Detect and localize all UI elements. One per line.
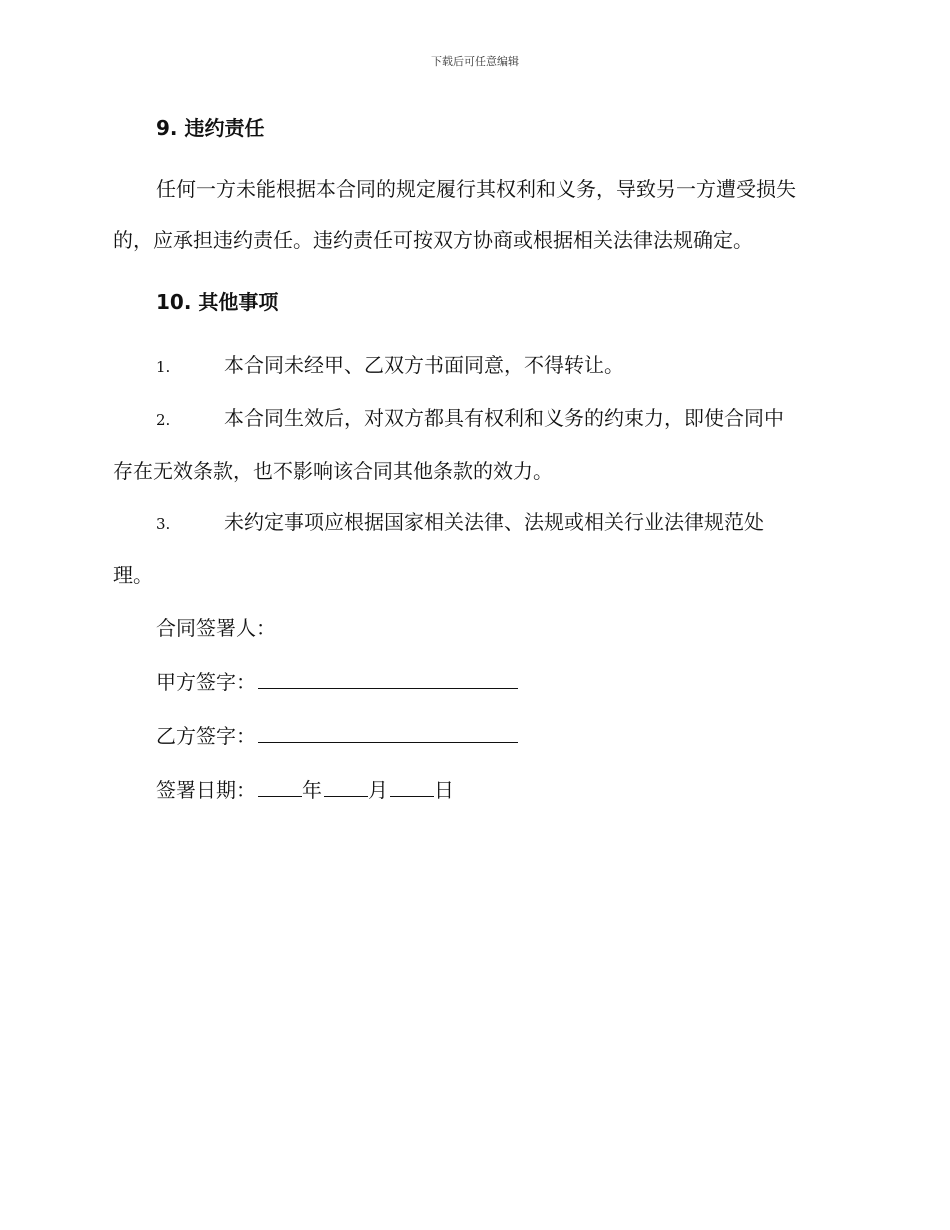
- month-label: 月: [368, 778, 388, 802]
- list-item: [113, 393, 833, 497]
- list-item-text: 未约定事项应根据国家相关法律、法规或相关行业法律规范处: [224, 510, 764, 534]
- date-label: 签署日期：: [156, 778, 256, 802]
- signing-date-line: [113, 763, 833, 817]
- list-item-number: 3.: [156, 515, 171, 533]
- list-item-continuation: 存在无效条款，也不影响该合同其他条款的效力。: [113, 459, 553, 483]
- party-b-label: 乙方签字：: [156, 724, 256, 748]
- list-item-text: 本合同生效后，对双方都具有权利和义务的约束力，即使合同中: [224, 406, 784, 430]
- document-content: [113, 112, 833, 817]
- list-item-number: 1.: [156, 358, 171, 376]
- year-label: 年: [302, 778, 322, 802]
- year-blank[interactable]: [258, 778, 302, 797]
- day-label: 日: [434, 778, 454, 802]
- month-blank[interactable]: [324, 778, 368, 797]
- list-item: [113, 497, 833, 601]
- section-10-heading: 10. 其他事项: [156, 290, 279, 314]
- signers-label: [113, 601, 833, 655]
- day-blank[interactable]: [390, 778, 434, 797]
- list-item-number: 2.: [156, 411, 171, 429]
- list-item-text: 本合同未经甲、乙双方书面同意，不得转让。: [224, 353, 624, 377]
- party-b-signature-blank[interactable]: [258, 724, 518, 743]
- party-b-signature-line: [113, 709, 833, 763]
- section-9-heading: 9. 违约责任: [156, 116, 265, 140]
- list-item-continuation: 理。: [113, 563, 153, 587]
- list-item: [113, 340, 833, 393]
- party-a-signature-line: [113, 655, 833, 709]
- section-9-body: 任何一方未能根据本合同的规定履行其权利和义务，导致另一方遭受损失的，应承担违约责任。违约责任可按双方协商或根据相关法律法规确定。: [113, 177, 796, 252]
- header-note: 下载后可任意编辑: [431, 55, 519, 68]
- party-a-label: 甲方签字：: [156, 670, 256, 694]
- party-a-signature-blank[interactable]: [258, 670, 518, 689]
- signers-label-text: 合同签署人：: [156, 616, 276, 640]
